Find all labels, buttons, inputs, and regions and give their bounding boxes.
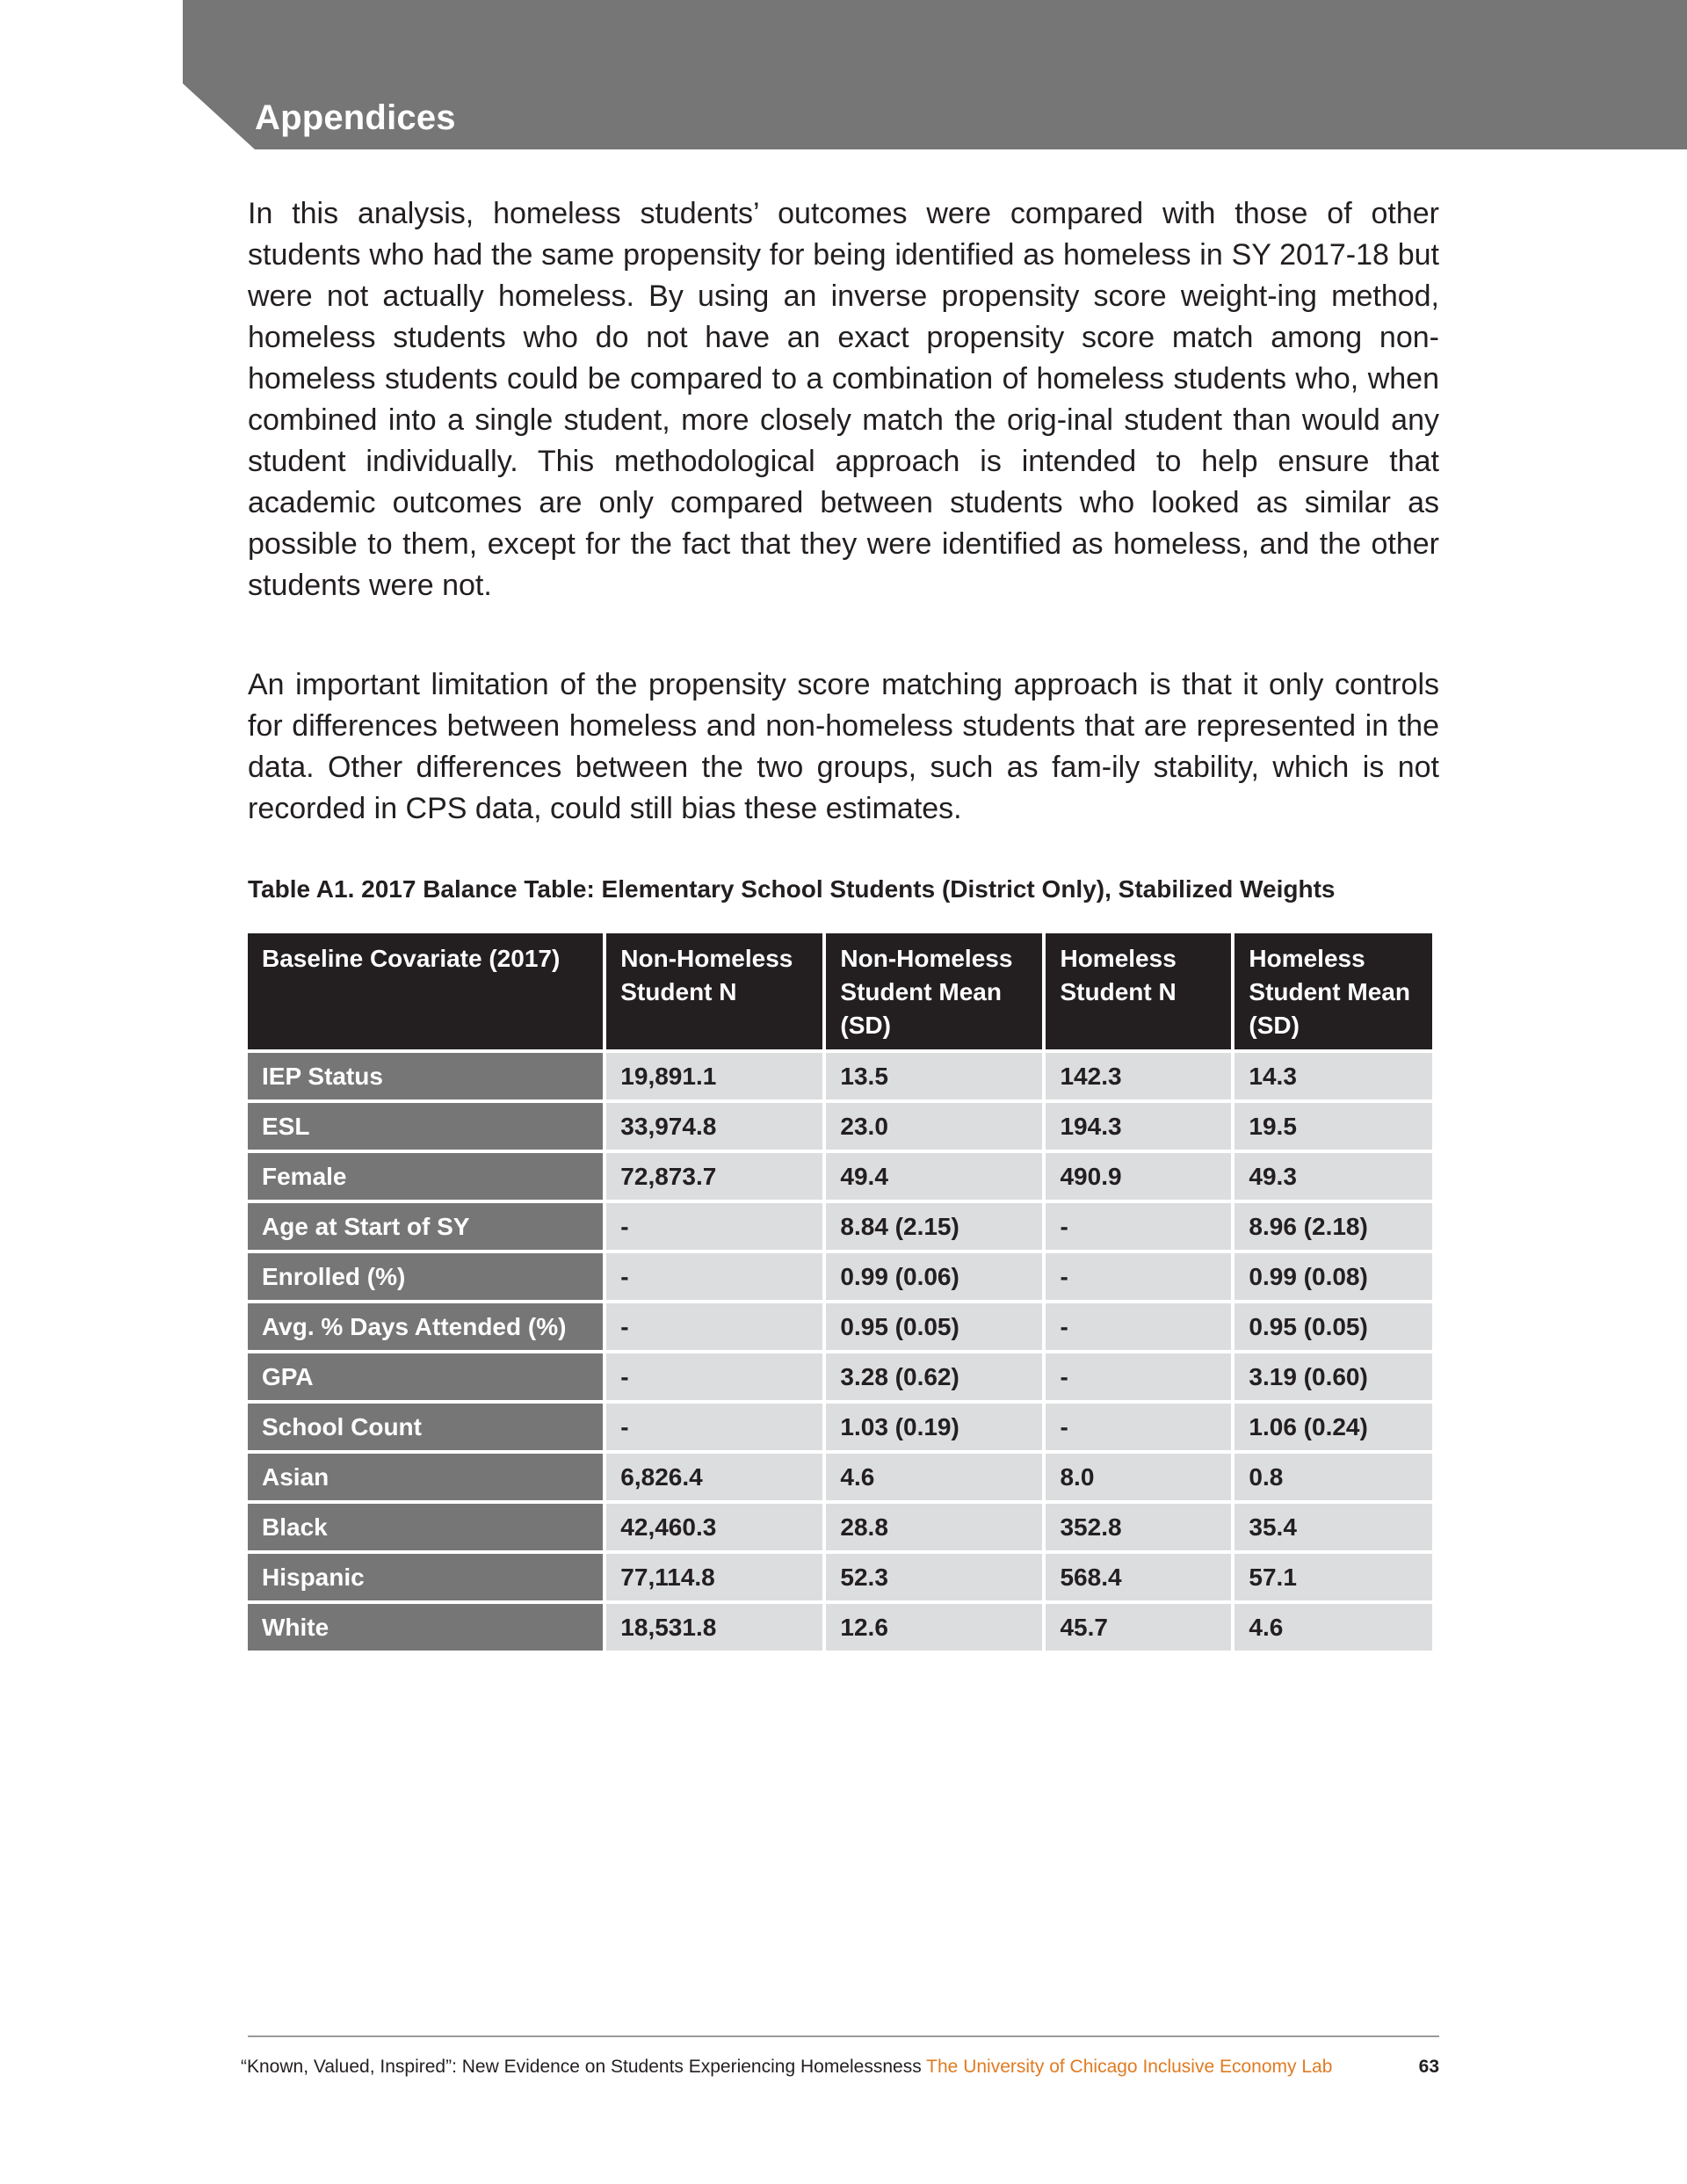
row-label: GPA [248, 1353, 603, 1400]
table-row [248, 1203, 1432, 1250]
table-cell: 18,531.8 [606, 1604, 822, 1651]
table-cell: 49.3 [1234, 1153, 1432, 1200]
table-cell: - [606, 1203, 822, 1250]
footer-lab-name: The University of Chicago Inclusive Economy Lab [926, 2057, 1333, 2077]
row-label: Enrolled (%) [248, 1253, 603, 1300]
table-cell: - [606, 1303, 822, 1350]
table-cell: 33,974.8 [606, 1103, 822, 1150]
balance-table [244, 930, 1436, 1654]
table-cell: 194.3 [1046, 1103, 1231, 1150]
row-label: Female [248, 1153, 603, 1200]
table-cell: 72,873.7 [606, 1153, 822, 1200]
row-label: ESL [248, 1103, 603, 1150]
table-cell: - [1046, 1253, 1231, 1300]
table-cell: 6,826.4 [606, 1454, 822, 1500]
table-cell: - [606, 1253, 822, 1300]
table-cell: 568.4 [1046, 1554, 1231, 1600]
table-row [248, 1303, 1432, 1350]
table-row [248, 1053, 1432, 1099]
table-cell: 490.9 [1046, 1153, 1231, 1200]
column-header-nonhomeless-mean: Non-Homeless Student Mean (SD) [826, 933, 1042, 1049]
column-header-nonhomeless-n: Non-Homeless Student N [606, 933, 822, 1049]
table-cell: 8.84 (2.15) [826, 1203, 1042, 1250]
table-cell: - [606, 1404, 822, 1450]
table-cell: 1.06 (0.24) [1234, 1404, 1432, 1450]
column-header-homeless-mean: Homeless Student Mean (SD) [1234, 933, 1432, 1049]
row-label: IEP Status [248, 1053, 603, 1099]
table-cell: - [1046, 1303, 1231, 1350]
table-cell: 0.99 (0.08) [1234, 1253, 1432, 1300]
table-cell: 42,460.3 [606, 1504, 822, 1550]
table-header-row [248, 933, 1432, 1049]
table-cell: 0.95 (0.05) [826, 1303, 1042, 1350]
body-paragraph-1: In this analysis, homeless students’ outcomes were compared with those of other students who had the same propensity for being identified as homeless in SY 2017-18 but were not actually homeless. By using an inverse propensity score weight-ing method, homeless students who do not have an exact propensity score match among non-homeless students could be compared to a combination of homeless students who, when combined into a single student, more closely match the orig-inal student than would any student individually. This methodological approach is intended to help ensure that academic outcomes are only compared between students who looked as similar as possible to them, except for the fact that they were identified as homeless, and the other students were not. [248, 197, 1439, 602]
table-cell: - [1046, 1203, 1231, 1250]
table-cell: 4.6 [1234, 1604, 1432, 1651]
row-label: White [248, 1604, 603, 1651]
table-row [248, 1404, 1432, 1450]
table-row [248, 1353, 1432, 1400]
table-caption: Table A1. 2017 Balance Table: Elementary School Students (District Only), Stabilized Weights [248, 875, 1336, 903]
table-cell: 49.4 [826, 1153, 1042, 1200]
table-row [248, 1504, 1432, 1550]
table-cell: 12.6 [826, 1604, 1042, 1651]
table-cell: - [606, 1353, 822, 1400]
table-cell: 14.3 [1234, 1053, 1432, 1099]
page-footer [241, 2057, 1439, 2078]
table-row [248, 1554, 1432, 1600]
table-cell: 45.7 [1046, 1604, 1231, 1651]
row-label: School Count [248, 1404, 603, 1450]
table-cell: - [1046, 1404, 1231, 1450]
column-header-homeless-n: Homeless Student N [1046, 933, 1231, 1049]
row-label: Hispanic [248, 1554, 603, 1600]
table-cell: 23.0 [826, 1103, 1042, 1150]
table-cell: 0.8 [1234, 1454, 1432, 1500]
table-cell: 57.1 [1234, 1554, 1432, 1600]
table-cell: 19.5 [1234, 1103, 1432, 1150]
body-paragraph-2: An important limitation of the propensity score matching approach is that it only controls for differences between homeless and non-homeless students that are represented in the data. Other differences between the two groups, such as fam-ily stability, which is not recorded in CPS data, could still bias these estimates. [248, 668, 1439, 825]
table-cell: 8.96 (2.18) [1234, 1203, 1432, 1250]
column-header-covariate: Baseline Covariate (2017) [248, 933, 603, 1049]
table-cell: - [1046, 1353, 1231, 1400]
row-label: Asian [248, 1454, 603, 1500]
table-row [248, 1604, 1432, 1651]
table-cell: 3.19 (0.60) [1234, 1353, 1432, 1400]
table-cell: 352.8 [1046, 1504, 1231, 1550]
row-label: Avg. % Days Attended (%) [248, 1303, 603, 1350]
footer-divider [248, 2035, 1439, 2037]
table-cell: 28.8 [826, 1504, 1042, 1550]
table-cell: 52.3 [826, 1554, 1042, 1600]
table-row [248, 1103, 1432, 1150]
table-row [248, 1253, 1432, 1300]
table-cell: 8.0 [1046, 1454, 1231, 1500]
row-label: Age at Start of SY [248, 1203, 603, 1250]
table-cell: 3.28 (0.62) [826, 1353, 1042, 1400]
page-number: 63 [1418, 2057, 1439, 2077]
table-cell: 142.3 [1046, 1053, 1231, 1099]
table-cell: 35.4 [1234, 1504, 1432, 1550]
row-label: Black [248, 1504, 603, 1550]
section-title: Appendices [255, 98, 456, 137]
table-cell: 4.6 [826, 1454, 1042, 1500]
table-row [248, 1454, 1432, 1500]
table-row [248, 1153, 1432, 1200]
footer-report-title: “Known, Valued, Inspired”: New Evidence on Students Experiencing Homelessness [241, 2057, 922, 2077]
table-cell: 19,891.1 [606, 1053, 822, 1099]
table-cell: 0.99 (0.06) [826, 1253, 1042, 1300]
table-cell: 13.5 [826, 1053, 1042, 1099]
table-cell: 1.03 (0.19) [826, 1404, 1042, 1450]
table-cell: 0.95 (0.05) [1234, 1303, 1432, 1350]
table-body [248, 1053, 1432, 1651]
table-cell: 77,114.8 [606, 1554, 822, 1600]
